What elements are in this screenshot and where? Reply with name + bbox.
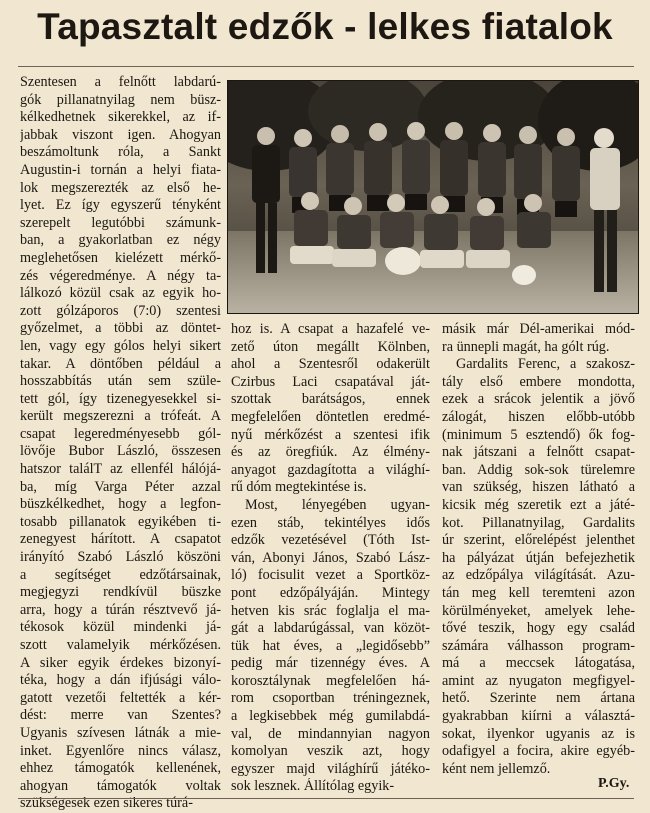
article-line: zés végeredménye. A négy ta-	[20, 267, 221, 284]
article-column-2	[231, 321, 430, 796]
article-line: len, vagy egy gólos helyi sikert	[20, 337, 221, 354]
article-line: lálkozó közül csak az egyik ho-	[20, 285, 221, 302]
article-line: nak játszani a felnőtt csapat-	[442, 444, 635, 461]
article-line: és az öregfiúk. Az élmény-	[231, 444, 430, 461]
article-line: tékosok közül mindenki já-	[20, 619, 221, 636]
article-line: sokat, ilyenkor ugyanis az is	[442, 725, 635, 742]
article-column-3	[442, 321, 635, 778]
article-line: sok lesznek. Állítólag egyik-	[231, 778, 395, 795]
article-line: ezen stáb, tekintélyes idős	[231, 514, 430, 531]
bottom-rule	[18, 798, 634, 799]
article-line: gát a labdarúgással, van közöt-	[231, 620, 430, 637]
article-line: megjegyzi rendkívül büszke	[20, 584, 221, 601]
article-line: körülményeket, amelyek lehe-	[442, 602, 635, 619]
article-line: tosabb pillanatok egyikében ti-	[20, 513, 221, 530]
article-line: megfelelően döntetlen eredmé-	[231, 408, 430, 425]
article-line: ahol a Szentesről odakerült	[231, 356, 430, 373]
article-line: rű dóm megtekintése is.	[231, 479, 367, 496]
article-line: ban, a gyakorlatban ez négy	[20, 232, 221, 249]
article-line: hosszabbítás után sem szüle-	[20, 373, 221, 390]
article-line: került megszerezni a trófeát. A	[20, 408, 221, 425]
article-line: ként nem jellemző.	[442, 760, 551, 777]
article-line: (minimum 5 esztendő) ők fog-	[442, 426, 635, 443]
article-line: zető úton megállt Kölnben,	[231, 338, 430, 355]
article-line: hoz is. A csapat a hazafelé ve-	[231, 321, 430, 337]
article-line: lok megszerezték az első he-	[20, 179, 221, 196]
article-line: ván, Abonyi János, Szabó Lász-	[231, 549, 430, 566]
article-line: zálogát, hiszen előbb-utóbb	[442, 408, 635, 425]
article-line: másik már Dél-amerikai mód-	[442, 321, 635, 337]
team-photo	[227, 80, 639, 314]
article-line: hetven kis srác foglalja el ma-	[231, 602, 430, 619]
article-line: hető. Szerinte nem ártana	[442, 690, 635, 707]
article-line: kicsik még szeretik ezt a játé-	[442, 496, 635, 513]
article-line: inket. Egyenlőre nincs válasz,	[20, 742, 221, 759]
top-rule	[18, 66, 634, 67]
article-line: korosztálynak megfelelően há-	[231, 672, 430, 689]
article-line: pont edzőpályáján. Mintegy	[231, 584, 430, 601]
article-line: val, de mindannyian nagyon	[231, 725, 430, 742]
article-line: kélkedhetnek sikerekkel, az if-	[20, 109, 221, 126]
article-line: hatszor találT az ellenfél hálójá-	[20, 461, 221, 478]
article-line: lyet. Ez így egyszerű tényként	[20, 197, 221, 214]
article-line: szerepelt legutóbbi számunk-	[20, 214, 221, 231]
article-line: szottak barátságos, ennek	[231, 391, 430, 408]
article-line: zenegyest hárított. A csapatot	[20, 531, 221, 548]
article-line: tály első embere mondotta,	[442, 373, 635, 390]
article-line: gatott vezetői feltették a kér-	[20, 689, 221, 706]
article-line: az edzőpálya világítását. Azu-	[442, 567, 635, 584]
article-line: a segítséget edzőtársainak,	[20, 566, 221, 583]
article-line: ha pályázat útján befejezhetik	[442, 549, 635, 566]
article-line: komolyan veszik azt, hogy	[231, 743, 430, 760]
article-line: Szentesen a felnőtt labdarú-	[20, 74, 221, 90]
article-line: téka, hogy a dán ifjúsági válo-	[20, 672, 221, 689]
article-line: beszámoltunk róla, a Sankt	[20, 144, 221, 161]
article-line: Most, lényegében ugyan-	[245, 496, 430, 513]
article-line: ban. Addig sok-sok türelemre	[442, 461, 635, 478]
article-line: szükségesek ezen sikeres túrá-	[20, 795, 193, 812]
article-line: tük hat éves, a „legidősebb”	[231, 637, 430, 654]
article-line: számára válhasson program-	[442, 637, 635, 654]
article-line: arra, hogy a túrán résztvevő já-	[20, 601, 221, 618]
article-line: Gardalits Ferenc, a szakosz-	[456, 356, 635, 373]
article-line: ló) focisulit vezet a Sportköz-	[231, 567, 430, 584]
article-line: dést: merre van Szentes?	[20, 707, 221, 724]
article-line: takar. A döntőben például a	[20, 355, 221, 372]
article-line: ra ünnepli magát, ha gólt rúg.	[442, 338, 610, 355]
headline: Tapasztalt edzők - lelkes fiatalok	[37, 6, 613, 47]
article-line: má a meccsek látogatása,	[442, 655, 635, 672]
article-line: gók pillanatnyilag nem büsz-	[20, 91, 221, 108]
article-line: Ugyanis szívesen látnák a mie-	[20, 724, 221, 741]
article-line: ahogyan támogatók voltak	[20, 777, 221, 794]
article-line: ba, míg Varga Péter azzal	[20, 478, 221, 495]
article-line: rom csoportban tréningeznek,	[231, 690, 430, 707]
article-line: odafigyel a focira, akire egyéb-	[442, 743, 635, 760]
article-line: tett gól, így tizenegyesekkel si-	[20, 390, 221, 407]
article-line: gyakrabban kiírni a választá-	[442, 708, 635, 725]
article-line: nyű mérkőzést a szentesi ifik	[231, 426, 430, 443]
article-line: meglehetősen kielézett mérkő-	[20, 249, 221, 266]
author-signature: P.Gy.	[598, 776, 630, 791]
article-line: van szükség, hiszen látható a	[442, 479, 635, 496]
article-line: csapat legeredményesebb gól-	[20, 425, 221, 442]
article-line: A siker egyik érdekes bizonyí-	[20, 654, 221, 671]
article-line: Czirbus Laci csapatával ját-	[231, 373, 430, 390]
article-line: ezek a srácok jelentik a jövő	[442, 391, 635, 408]
article-line: zott gólzáporos (7:0) szentesi	[20, 302, 221, 319]
article-line: edzők vezetésével (Tóth Ist-	[231, 532, 430, 549]
article-line: pedig már tizennégy éves. A	[231, 655, 430, 672]
article-line: szott valamelyik mérkőzésen.	[20, 637, 221, 653]
article-column-1	[20, 74, 221, 813]
team-photo-image	[228, 81, 638, 313]
article-line: tán meg kell teremteni azon	[442, 584, 635, 601]
article-line: tővé teszik, hogy egy család	[442, 620, 635, 637]
article-line: amint az nyugaton megfigyel-	[442, 672, 635, 689]
article-line: Augustin-i tornán a helyi fiata-	[20, 161, 221, 178]
article-line: jabbak viszont igen. Ahogyan	[20, 126, 221, 143]
article-line: egyszer majd világhírű játéko-	[231, 760, 430, 777]
article-line: irányító Szabó László köszöni	[20, 549, 221, 566]
article-line: úr szerint, előrelépést jelenthet	[442, 532, 635, 549]
article-line: lövője Bubor László, összesen	[20, 443, 221, 460]
article-line: a legkisebbek még gumilabdá-	[231, 708, 430, 725]
article-line: kot. Pillanatnyilag, Gardalits	[442, 514, 635, 531]
article-line: győzelmet, a többi az döntet-	[20, 320, 221, 337]
article-line: büszkélkedhet, hogy a legfon-	[20, 496, 221, 513]
article-line: anyagot gazdagította a világhí-	[231, 461, 430, 478]
article-line: ehhez támogatók kellenének,	[20, 760, 221, 777]
